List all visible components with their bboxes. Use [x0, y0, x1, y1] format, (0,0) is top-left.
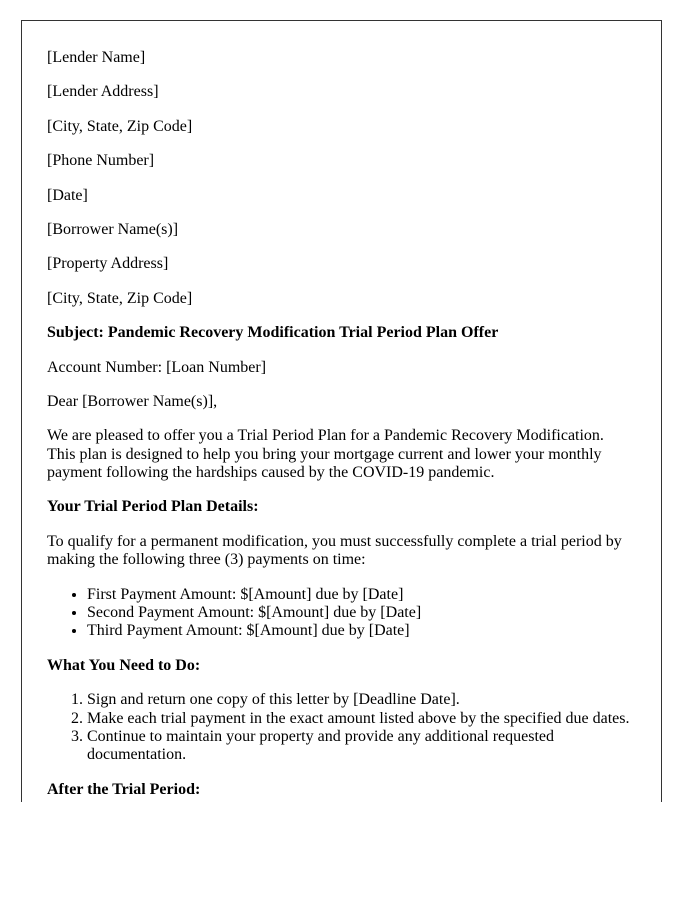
property-city-state-zip-line: [City, State, Zip Code] — [47, 289, 193, 307]
lender-address-line: [Lender Address] — [47, 83, 159, 101]
borrower-name-line: [Borrower Name(s)] — [47, 220, 179, 238]
date-line: [Date] — [47, 186, 88, 204]
after-trial-heading: After the Trial Period: — [47, 780, 201, 798]
todo-list — [47, 691, 636, 765]
todo-item-maintain-property: 3. Continue to maintain your property and provide any additional requested documentation. — [87, 728, 636, 765]
intro-paragraph: We are pleased to offer you a Trial Period Plan for a Pandemic Recovery Modification. This plan is designed to help you bring your mortgage current and lower your monthly payment following the hardships caused by the COVID-19 pandemic. — [47, 427, 604, 482]
payment-item-third: • Third Payment Amount: $[Amount] due by [Date] — [87, 622, 636, 640]
account-number-line: Account Number: [Loan Number] — [47, 358, 267, 376]
subject-line: Subject: Pandemic Recovery Modification Trial Period Plan Offer — [47, 324, 499, 342]
todo-item-sign-return: 1. Sign and return one copy of this letter by [Deadline Date]. — [87, 691, 636, 709]
todo-heading: What You Need to Do: — [47, 656, 201, 674]
payment-item-second: • Second Payment Amount: $[Amount] due by [Date] — [87, 604, 636, 622]
property-address-line: [Property Address] — [47, 255, 169, 273]
details-paragraph: To qualify for a permanent modification, you must successfully complete a trial period by making the following three (3) payments on time: — [47, 532, 622, 569]
lender-city-state-zip-line: [City, State, Zip Code] — [47, 117, 193, 135]
letter-page — [21, 20, 662, 802]
phone-number-line: [Phone Number] — [47, 152, 155, 170]
salutation: Dear [Borrower Name(s)], — [47, 392, 218, 410]
payment-list — [47, 586, 636, 641]
details-heading: Your Trial Period Plan Details: — [47, 498, 259, 516]
todo-item-make-payments: 2. Make each trial payment in the exact amount listed above by the specified due dates. — [87, 710, 636, 728]
lender-name-line: [Lender Name] — [47, 49, 146, 66]
payment-item-first: • First Payment Amount: $[Amount] due by [Date] — [87, 586, 636, 604]
